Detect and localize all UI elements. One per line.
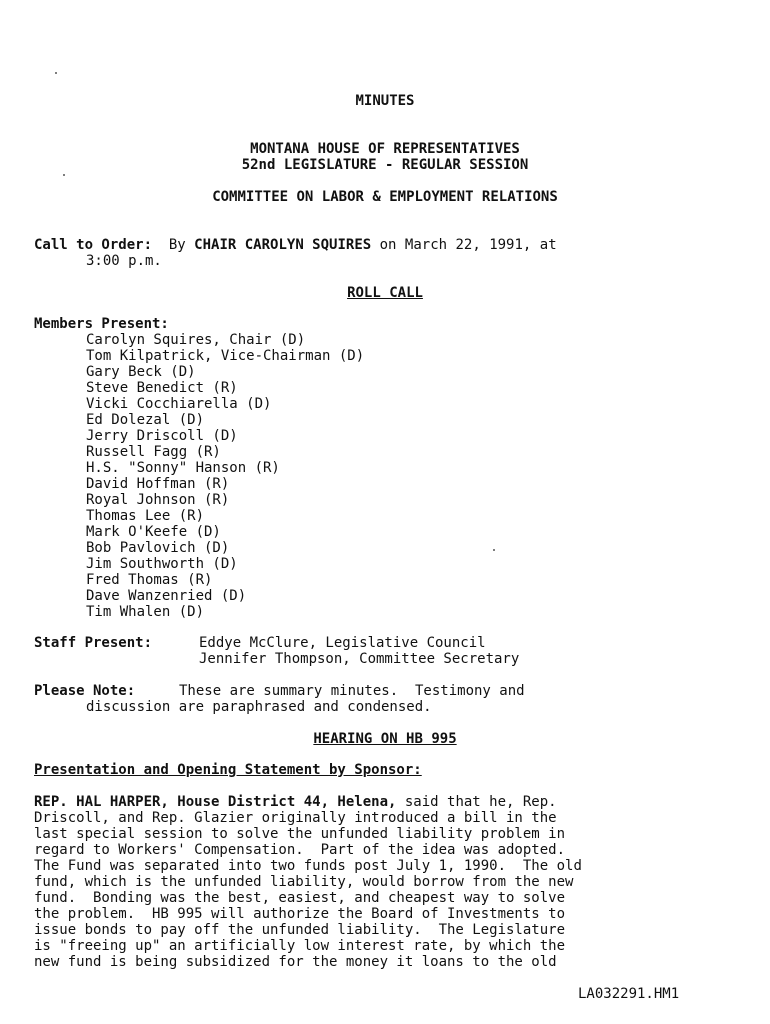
body-line: fund, which is the unfunded liability, would borrow from the new xyxy=(34,874,574,890)
list-item: Fred Thomas (R) xyxy=(86,572,213,588)
call-by-label: By xyxy=(168,237,186,253)
list-item: Bob Pavlovich (D) xyxy=(86,540,230,556)
house-name: MONTANA HOUSE OF REPRESENTATIVES xyxy=(250,141,520,157)
list-item: Russell Fagg (R) xyxy=(86,444,221,460)
session-name: 52nd LEGISLATURE - REGULAR SESSION xyxy=(241,157,529,173)
list-item: Thomas Lee (R) xyxy=(86,508,205,524)
list-item: Dave Wanzenried (D) xyxy=(86,588,247,604)
document-code: LA032291.HM1 xyxy=(578,986,680,1002)
list-item: Jim Southworth (D) xyxy=(86,556,238,572)
sponsor-name: REP. HAL HARPER, House District 44, Helena, xyxy=(34,794,397,810)
call-date: on March 22, 1991, at xyxy=(379,237,557,253)
staff-label: Staff Present: xyxy=(34,635,153,651)
body-line: fund. Bonding was the best, easiest, and cheapest way to solve xyxy=(34,890,566,906)
staff-member: Eddye McClure, Legislative Council xyxy=(199,635,486,651)
committee-name: COMMITTEE ON LABOR & EMPLOYMENT RELATIONS xyxy=(212,189,558,205)
staff-member: Jennifer Thompson, Committee Secretary xyxy=(199,651,520,667)
list-item: Gary Beck (D) xyxy=(86,364,196,380)
call-to-order-label: Call to Order: xyxy=(34,237,153,253)
body-line: regard to Workers' Compensation. Part of the idea was adopted. xyxy=(34,842,566,858)
list-item: Mark O'Keefe (D) xyxy=(86,524,221,540)
list-item: Tim Whalen (D) xyxy=(86,604,205,620)
list-item: H.S. "Sonny" Hanson (R) xyxy=(86,460,280,476)
list-item: Jerry Driscoll (D) xyxy=(86,428,238,444)
chair-name: CHAIR CAROLYN SQUIRES xyxy=(194,237,372,253)
presentation-heading: Presentation and Opening Statement by Sponsor: xyxy=(34,762,422,778)
sponsor-line xyxy=(34,794,557,810)
body-line: the problem. HB 995 will authorize the Board of Investments to xyxy=(34,906,566,922)
note-text: These are summary minutes. Testimony and xyxy=(179,683,525,699)
note-text: discussion are paraphrased and condensed. xyxy=(86,699,432,715)
list-item: Royal Johnson (R) xyxy=(86,492,230,508)
body-line: issue bonds to pay off the unfunded liability. The Legislature xyxy=(34,922,566,938)
list-item: Tom Kilpatrick, Vice-Chairman (D) xyxy=(86,348,365,364)
body-line: new fund is being subsidized for the money it loans to the old xyxy=(34,954,557,970)
call-time: 3:00 p.m. xyxy=(86,253,162,269)
list-item: Steve Benedict (R) xyxy=(86,380,238,396)
list-item: David Hoffman (R) xyxy=(86,476,230,492)
hearing-heading: HEARING ON HB 995 xyxy=(313,731,457,747)
scan-speck xyxy=(493,549,495,551)
scan-speck xyxy=(63,174,65,176)
list-item: Vicki Cocchiarella (D) xyxy=(86,396,272,412)
note-label: Please Note: xyxy=(34,683,136,699)
document-title: MINUTES xyxy=(355,93,415,109)
sponsor-text: said that he, Rep. xyxy=(396,794,557,810)
body-line: last special session to solve the unfunded liability problem in xyxy=(34,826,566,842)
list-item: Ed Dolezal (D) xyxy=(86,412,205,428)
body-line: Driscoll, and Rep. Glazier originally introduced a bill in the xyxy=(34,810,557,826)
call-to-order xyxy=(34,237,557,253)
list-item: Carolyn Squires, Chair (D) xyxy=(86,332,306,348)
members-label: Members Present: xyxy=(34,316,169,332)
body-line: The Fund was separated into two funds post July 1, 1990. The old xyxy=(34,858,582,874)
roll-call-heading: ROLL CALL xyxy=(347,285,423,301)
body-line: is "freeing up" an artificially low interest rate, by which the xyxy=(34,938,566,954)
scan-speck xyxy=(55,72,57,74)
